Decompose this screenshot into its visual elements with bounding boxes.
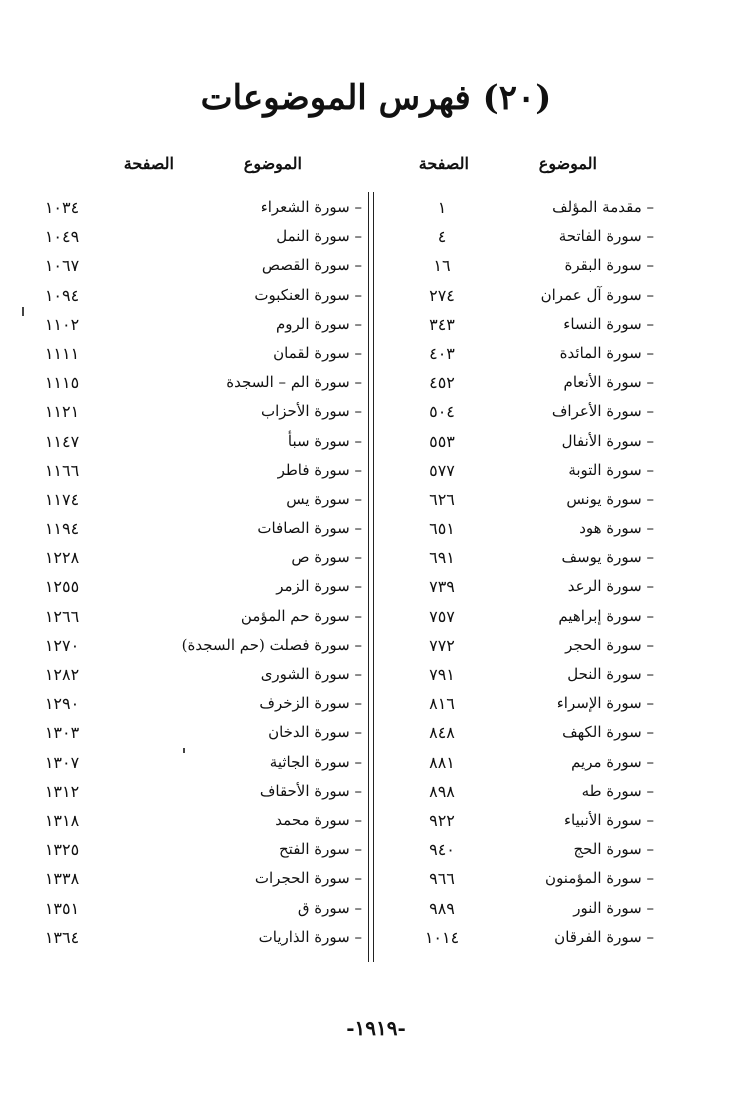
index-row xyxy=(22,254,362,283)
page-ref: ٨١٦ xyxy=(429,694,455,714)
page-ref: ٤٥٢ xyxy=(429,373,455,393)
surah-title: – سورة إبراهيم xyxy=(558,606,654,625)
index-row xyxy=(414,663,654,692)
page-ref: ٦٥١ xyxy=(429,519,455,539)
index-row xyxy=(414,430,654,459)
index-row xyxy=(414,225,654,254)
page-ref: ٥٧٧ xyxy=(429,460,455,480)
page-ref: ٨٩٨ xyxy=(429,781,455,801)
index-row xyxy=(22,371,362,400)
page-ref: ١٣١٨ xyxy=(44,810,80,830)
page-ref: ١١٤٧ xyxy=(44,431,80,451)
index-row xyxy=(22,897,362,926)
page-ref: ١١٧٤ xyxy=(44,489,80,509)
page-ref: ٩٦٦ xyxy=(429,869,455,889)
index-row xyxy=(22,692,362,721)
index-row xyxy=(22,546,362,575)
surah-title: – سورة العنكبوت xyxy=(254,285,362,304)
surah-title: – سورة النحل xyxy=(567,665,654,683)
page-title: (٢٠) فهرس الموضوعات xyxy=(200,78,552,118)
index-row xyxy=(414,459,654,488)
surah-title: – سورة الفتح xyxy=(279,840,362,859)
page-ref: ١١١١ xyxy=(44,343,80,363)
index-row xyxy=(414,488,654,517)
page-ref: ٥٥٣ xyxy=(429,431,455,451)
index-row xyxy=(414,546,654,575)
surah-title: – سورة النور xyxy=(573,898,654,917)
surah-title: – سورة الحجرات xyxy=(254,869,362,888)
index-row xyxy=(414,926,654,955)
page-ref: ١٠٩٤ xyxy=(44,285,80,305)
page-ref: ١١٠٢ xyxy=(44,314,80,334)
index-row xyxy=(414,809,654,838)
surah-title: – سورة البقرة xyxy=(564,256,654,275)
index-row xyxy=(414,692,654,721)
surah-title: – سورة هود xyxy=(579,519,654,538)
index-row xyxy=(22,721,362,750)
page-ref: ١٠١٤ xyxy=(424,927,460,947)
left-index-column xyxy=(22,196,362,955)
index-row xyxy=(414,575,654,604)
surah-title: – سورة الأحقاف xyxy=(259,781,362,800)
index-row xyxy=(22,751,362,780)
surah-title: – سورة الذاريات xyxy=(258,927,362,946)
page-ref: ١٠٣٤ xyxy=(44,198,80,217)
surah-title: – سورة سبأ xyxy=(287,431,362,450)
index-row xyxy=(414,780,654,809)
page-ref: ١١٩٤ xyxy=(44,519,80,539)
surah-title: – سورة الحجر xyxy=(565,635,654,654)
page-ref: ٧٧٢ xyxy=(429,635,455,655)
index-row xyxy=(22,342,362,371)
index-row xyxy=(22,605,362,634)
surah-title: – سورة النساء xyxy=(563,314,654,333)
index-row xyxy=(22,459,362,488)
surah-title: – سورة حم المؤمن xyxy=(240,606,362,625)
surah-title: – سورة الفاتحة xyxy=(558,227,654,246)
index-row xyxy=(414,400,654,429)
surah-title: – سورة يس xyxy=(286,489,362,508)
page-ref: ٦٢٦ xyxy=(429,489,455,509)
page-ref: ٩٢٢ xyxy=(429,810,455,830)
index-row xyxy=(22,575,362,604)
surah-title: – سورة الكهف xyxy=(562,723,654,742)
index-row xyxy=(22,517,362,546)
page-ref: ٥٠٤ xyxy=(429,402,455,422)
page-ref: ٣٤٣ xyxy=(429,314,455,334)
index-row xyxy=(22,225,362,254)
index-row xyxy=(414,371,654,400)
index-row xyxy=(414,254,654,283)
surah-title: – سورة الحج xyxy=(573,840,654,859)
page-ref: ٨٤٨ xyxy=(429,723,455,743)
page-ref: ١٣٣٨ xyxy=(44,869,80,889)
index-row xyxy=(22,663,362,692)
index-row xyxy=(22,284,362,313)
surah-title: – سورة الدخان xyxy=(268,723,362,742)
index-row xyxy=(414,897,654,926)
page-ref: ٧٣٩ xyxy=(429,577,455,597)
surah-title: – سورة الجاثية xyxy=(269,752,362,771)
index-row xyxy=(22,400,362,429)
surah-title: – سورة القصص xyxy=(261,256,362,275)
index-row xyxy=(22,809,362,838)
index-row xyxy=(22,838,362,867)
index-row xyxy=(414,284,654,313)
surah-title: – سورة الأنفال xyxy=(561,431,654,450)
page-ref: ١٣٥١ xyxy=(44,898,80,918)
page-ref: ٤ xyxy=(437,227,447,247)
page-ref: ١٢٥٥ xyxy=(44,577,80,597)
index-row xyxy=(22,780,362,809)
page-ref: ١٢٢٨ xyxy=(44,548,80,568)
right-page-header: الصفحة xyxy=(418,154,469,173)
column-divider-right xyxy=(373,192,374,962)
surah-title: – سورة ص xyxy=(291,548,362,567)
page-ref: ١٢٦٦ xyxy=(44,606,80,626)
scan-mark xyxy=(22,307,24,316)
surah-title: – سورة الشورى xyxy=(260,665,362,683)
surah-title: – سورة المائدة xyxy=(559,343,654,362)
index-row xyxy=(22,926,362,955)
index-row xyxy=(414,838,654,867)
index-row xyxy=(22,430,362,459)
index-row xyxy=(414,751,654,780)
surah-title: – سورة الفرقان xyxy=(554,927,654,946)
surah-title: – سورة الأعراف xyxy=(551,402,654,421)
index-row xyxy=(414,517,654,546)
index-row xyxy=(22,313,362,342)
index-row xyxy=(22,196,362,225)
surah-title: – سورة يوسف xyxy=(561,548,654,567)
surah-title: – سورة لقمان xyxy=(273,343,362,362)
page-ref: ٩٨٩ xyxy=(429,898,455,918)
right-index-column xyxy=(414,196,654,955)
page-ref: ٧٥٧ xyxy=(429,606,455,626)
surah-title: – سورة الزمر xyxy=(276,577,362,596)
page-ref: ٢٧٤ xyxy=(429,285,455,305)
page-number: -١٩١٩- xyxy=(346,1016,406,1040)
surah-title: – سورة الم – السجدة xyxy=(226,373,362,392)
index-row xyxy=(22,488,362,517)
surah-title: – سورة الروم xyxy=(275,314,362,333)
right-topic-header: الموضوع xyxy=(538,154,597,173)
page-ref: ١١٦٦ xyxy=(44,460,80,480)
surah-title: – سورة يونس xyxy=(566,489,654,508)
surah-title: – سورة النمل xyxy=(276,227,362,246)
surah-title: – سورة فاطر xyxy=(277,460,362,479)
index-row xyxy=(22,867,362,896)
page-ref: ١١٢١ xyxy=(44,402,80,422)
surah-title: – سورة الشعراء xyxy=(260,198,362,216)
index-row xyxy=(414,721,654,750)
index-row xyxy=(414,634,654,663)
surah-title: – سورة ق xyxy=(297,898,362,917)
surah-title: – سورة التوبة xyxy=(568,460,654,479)
index-row xyxy=(414,605,654,634)
surah-title: – سورة مريم xyxy=(571,752,654,771)
index-row xyxy=(414,342,654,371)
surah-title: – سورة الأحزاب xyxy=(260,402,362,421)
page-ref: ١٢٧٠ xyxy=(44,635,80,655)
page-ref: ١٣٠٣ xyxy=(44,723,80,743)
page-ref: ١٣٠٧ xyxy=(44,752,80,772)
index-row xyxy=(414,313,654,342)
left-page-header: الصفحة xyxy=(123,154,174,173)
page-ref: ١٣١٢ xyxy=(44,781,80,801)
surah-title: – مقدمة المؤلف xyxy=(552,198,654,216)
index-row xyxy=(414,867,654,896)
page-ref: ٦٩١ xyxy=(429,548,455,568)
surah-title: – سورة طه xyxy=(581,781,654,800)
page-ref: ٧٩١ xyxy=(429,665,455,684)
page-ref: ١٢٨٢ xyxy=(44,665,80,684)
surah-title: – سورة الرعد xyxy=(567,577,654,596)
page-ref: ١٢٩٠ xyxy=(44,694,80,714)
surah-title: – سورة الأنعام xyxy=(563,373,654,392)
surah-title: – سورة الزخرف xyxy=(259,694,362,713)
surah-title: – سورة آل عمران xyxy=(540,285,654,304)
page-ref: ٤٠٣ xyxy=(429,343,455,363)
page-ref: ١٣٢٥ xyxy=(44,840,80,860)
page-ref: ١٣٦٤ xyxy=(44,927,80,947)
surah-title: – سورة الإسراء xyxy=(556,694,654,713)
scan-mark xyxy=(183,748,185,753)
column-divider-left xyxy=(368,192,369,962)
page-ref: ١٠٤٩ xyxy=(44,227,80,247)
page-ref: ١٦ xyxy=(433,256,451,276)
page-ref: ١ xyxy=(437,198,447,217)
surah-title: – سورة محمد xyxy=(275,810,362,829)
index-row xyxy=(414,196,654,225)
surah-title: – سورة الأنبياء xyxy=(563,810,654,829)
page-ref: ١٠٦٧ xyxy=(44,256,80,276)
page-ref: ٨٨١ xyxy=(429,752,455,772)
index-row xyxy=(22,634,362,663)
left-topic-header: الموضوع xyxy=(243,154,302,173)
surah-title: – سورة المؤمنون xyxy=(545,869,654,888)
surah-title: – سورة فصلت (حم السجدة) xyxy=(181,635,362,654)
page-ref: ١١١٥ xyxy=(44,373,80,393)
page-ref: ٩٤٠ xyxy=(429,840,455,860)
surah-title: – سورة الصافات xyxy=(257,519,362,538)
